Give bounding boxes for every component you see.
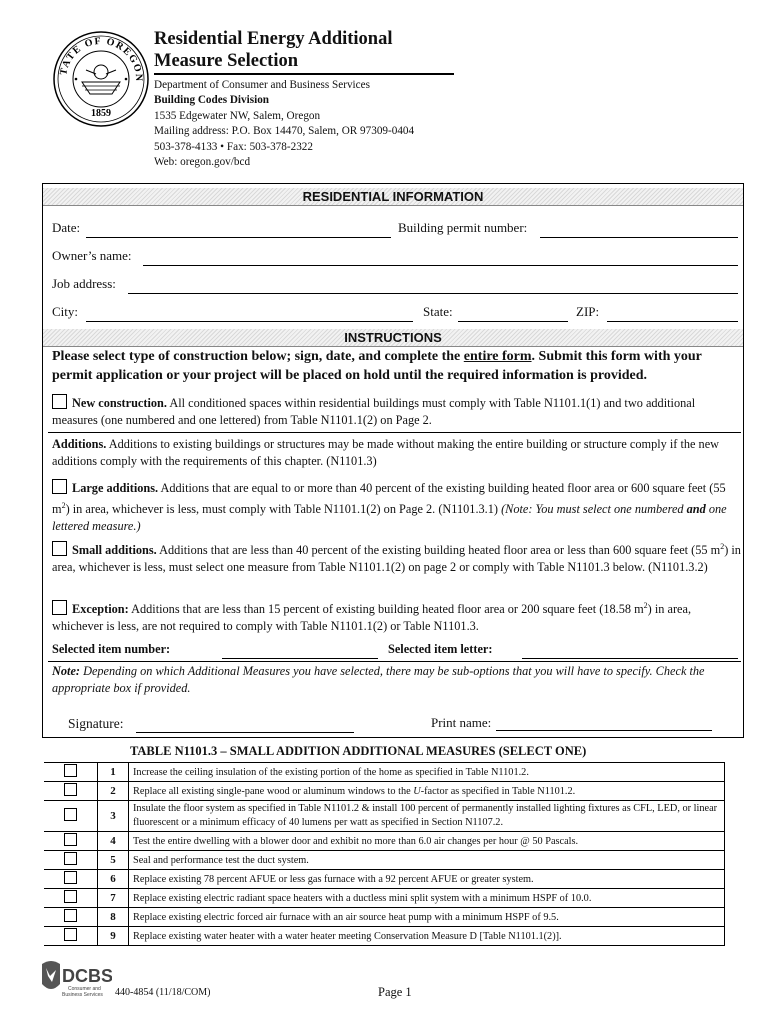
logo-wordmark: DCBS <box>62 966 112 986</box>
exception-option <box>52 597 742 635</box>
measure-7-checkbox[interactable] <box>64 890 77 903</box>
title-rule <box>154 73 454 75</box>
measure-2-italic: U <box>413 785 421 797</box>
additions-text: Additions to existing buildings or structures may be made without making the entire building or structure comply if the new additions comply with the requirements of this chapter. (N1101.3) <box>52 437 720 468</box>
measure-5-checkbox[interactable] <box>64 852 77 865</box>
measure-description: Replace existing 78 percent AFUE or less gas furnace with a 92 percent AFUE or greater system. <box>129 870 725 889</box>
large-additions-note-a: (Note: You must select one numbered <box>501 502 687 517</box>
large-additions-note-and: and <box>686 502 706 517</box>
table-row <box>44 908 725 927</box>
logo-subtitle-line2: Business Services <box>62 992 103 998</box>
division-name: Building Codes Division <box>154 94 270 107</box>
small-additions-checkbox[interactable] <box>52 541 67 556</box>
measure-6-checkbox[interactable] <box>64 871 77 884</box>
print-name-label: Print name: <box>431 715 492 730</box>
table-row <box>44 889 725 908</box>
title-line-2: Measure Selection <box>154 51 299 71</box>
note-label: Note: <box>52 664 80 678</box>
exception-text-a: Additions that are less than 15 percent of existing building heated floor area or 200 square feet (18.58 m <box>128 602 644 617</box>
measure-3-checkbox[interactable] <box>64 808 77 821</box>
superscript: 2 <box>643 601 648 610</box>
measure-description: Replace existing water heater with a water heater meeting Conservation Measure D [Table N1101.1(2)]. <box>129 927 725 946</box>
superscript: 2 <box>61 501 66 510</box>
superscript: 2 <box>720 542 725 551</box>
measure-description: Increase the ceiling insulation of the existing portion of the home as specified in Table N1101.2. <box>129 763 725 782</box>
small-additions-option <box>52 538 742 576</box>
form-number: 440-4854 (11/18/COM) <box>115 987 211 998</box>
selected-item-number-label: Selected item number: <box>52 642 171 656</box>
large-additions-note-b: one lettered measure.) <box>52 502 727 534</box>
owner-name-field[interactable] <box>143 265 738 266</box>
department-name: Department of Consumer and Business Services <box>154 79 370 91</box>
new-construction-option <box>52 394 742 429</box>
permit-number-label: Building permit number: <box>398 220 528 235</box>
measure-number: 5 <box>98 851 129 870</box>
table-row <box>44 782 725 801</box>
selected-item-number-field[interactable] <box>222 658 378 659</box>
measures-table <box>44 762 725 946</box>
divider <box>48 661 741 662</box>
measure-2-text-b: -factor as specified in Table N1101.2. <box>420 785 576 797</box>
small-additions-text-a: Additions that are less than 40 percent of the existing building heated floor area or less than 600 square feet (55 m <box>156 543 721 558</box>
seal-year: 1859 <box>91 108 111 119</box>
measure-description: Replace existing electric forced air furnace with an air source heat pump with a minimum HSPF of 9.5. <box>129 908 725 927</box>
new-construction-label: New construction. <box>72 396 167 410</box>
table-row <box>44 801 725 832</box>
print-name-field[interactable] <box>496 730 712 731</box>
small-additions-text-b: ) in area, whichever is less, must select one measure from Table N1101.1(2) on page 2 or comply with Table N1101.3 below. (N1101.3.2) <box>52 543 741 575</box>
measure-number: 1 <box>98 763 129 782</box>
table-row <box>44 851 725 870</box>
measure-number: 6 <box>98 870 129 889</box>
measure-number: 9 <box>98 927 129 946</box>
mailing-address: Mailing address: P.O. Box 14470, Salem, OR 97309-0404 <box>154 125 415 138</box>
note-text: Depending on which Additional Measures you have selected, there may be sub-options that you will have to specify. Check the appropriate box if provided. <box>52 664 705 695</box>
residential-info-heading: RESIDENTIAL INFORMATION <box>43 188 743 206</box>
measure-8-checkbox[interactable] <box>64 909 77 922</box>
new-construction-checkbox[interactable] <box>52 394 67 409</box>
table-row <box>44 870 725 889</box>
title-line-1: Residential Energy Additional <box>154 29 393 49</box>
small-additions-label: Small additions. <box>72 543 157 558</box>
instructions-heading: INSTRUCTIONS <box>43 329 743 347</box>
date-label: Date: <box>52 220 81 235</box>
measure-9-checkbox[interactable] <box>64 928 77 941</box>
additions-label: Additions. <box>52 437 107 451</box>
date-field[interactable] <box>86 237 391 238</box>
job-address-field[interactable] <box>128 293 738 294</box>
measure-description: Insulate the floor system as specified in Table N1101.2 & install 100 percent of permanently installed lighting fixtures as CFL, LED, or linear fluorescent or a minimum efficacy of 40 lumens per watt as specified in Section N1107.2. <box>129 801 725 832</box>
exception-checkbox[interactable] <box>52 600 67 615</box>
dcbs-logo <box>40 958 112 1007</box>
seal-top-text: TATE OF OREGON <box>58 35 145 83</box>
instructions-underlined: entire form <box>463 349 532 364</box>
measure-description: Replace existing electric radiant space heaters with a ductless mini split system with a minimum HSPF of 10.0. <box>129 889 725 908</box>
street-address: 1535 Edgewater NW, Salem, Oregon <box>154 109 321 122</box>
instructions-text <box>52 347 742 385</box>
city-label: City: <box>52 304 79 319</box>
large-additions-option <box>52 479 742 535</box>
agency-address-block <box>154 78 414 170</box>
logo-subtitle-line1: Consumer and <box>68 986 101 992</box>
city-field[interactable] <box>86 321 413 322</box>
zip-label: ZIP: <box>576 304 600 319</box>
svg-text:STATE OF OREGON <box>52 30 144 83</box>
permit-number-field[interactable] <box>540 237 738 238</box>
exception-text-b: ) in area, whichever is less, are not required to comply with Table N1101.1(2) or Table N1101.3. <box>52 602 692 634</box>
large-additions-text-b: ) in area, whichever is less, must comply with Table N1101.1(2) on Page 2. (N1101.3.1) <box>65 502 502 517</box>
table-row <box>44 763 725 782</box>
website: Web: oregon.gov/bcd <box>154 156 251 169</box>
divider <box>48 432 741 433</box>
selected-item-letter-label: Selected item letter: <box>388 642 493 656</box>
measure-number: 2 <box>98 782 129 801</box>
measure-description: Test the entire dwelling with a blower door and exhibit no more than 6.0 air changes per hour @ 50 Pascals. <box>129 832 725 851</box>
zip-field[interactable] <box>607 321 738 322</box>
measure-2-text-a: Replace all existing single-pane wood or aluminum windows to the <box>133 785 414 797</box>
measure-number: 8 <box>98 908 129 927</box>
large-additions-checkbox[interactable] <box>52 479 67 494</box>
state-field[interactable] <box>458 321 568 322</box>
table-title: TABLE N1101.3 – SMALL ADDITION ADDITIONAL MEASURES (SELECT ONE) <box>130 744 587 758</box>
additions-paragraph <box>52 436 742 470</box>
large-additions-label: Large additions. <box>72 481 159 495</box>
state-label: State: <box>423 304 453 319</box>
page-number: Page 1 <box>378 985 412 999</box>
form-title <box>154 28 392 72</box>
signature-field[interactable] <box>136 732 354 733</box>
measure-1-checkbox[interactable] <box>64 764 77 777</box>
measure-description: Seal and performance test the duct system. <box>129 851 725 870</box>
table-row <box>44 927 725 946</box>
instructions-part-b: . Submit this form with your permit application or your project will be placed on hold until the required information is provided. <box>52 349 702 383</box>
measure-number: 7 <box>98 889 129 908</box>
selected-item-letter-field[interactable] <box>522 658 738 659</box>
oregon-state-seal <box>52 30 150 128</box>
exception-label: Exception: <box>72 602 129 617</box>
table-row <box>44 832 725 851</box>
measure-number: 3 <box>98 801 129 832</box>
phone-fax: 503-378-4133 • Fax: 503-378-2322 <box>154 140 313 153</box>
instructions-part-a: Please select type of construction below; sign, date, and complete the <box>52 349 464 364</box>
owner-name-label: Owner’s name: <box>52 248 132 263</box>
large-additions-text-a: Additions that are equal to or more than 40 percent of the existing building heated floor area or 600 square feet (55 m <box>52 481 726 517</box>
measure-4-checkbox[interactable] <box>64 833 77 846</box>
measure-2-checkbox[interactable] <box>64 783 77 796</box>
measure-number: 4 <box>98 832 129 851</box>
note-paragraph <box>52 663 742 697</box>
job-address-label: Job address: <box>52 276 116 291</box>
signature-label: Signature: <box>68 716 124 731</box>
measure-description <box>129 782 725 801</box>
new-construction-text: All conditioned spaces within residential buildings must comply with Table N1101.1(1) and two additional measures (one numbered and one lettered) from Table N1101.1(2) on Page 2. <box>52 396 696 427</box>
